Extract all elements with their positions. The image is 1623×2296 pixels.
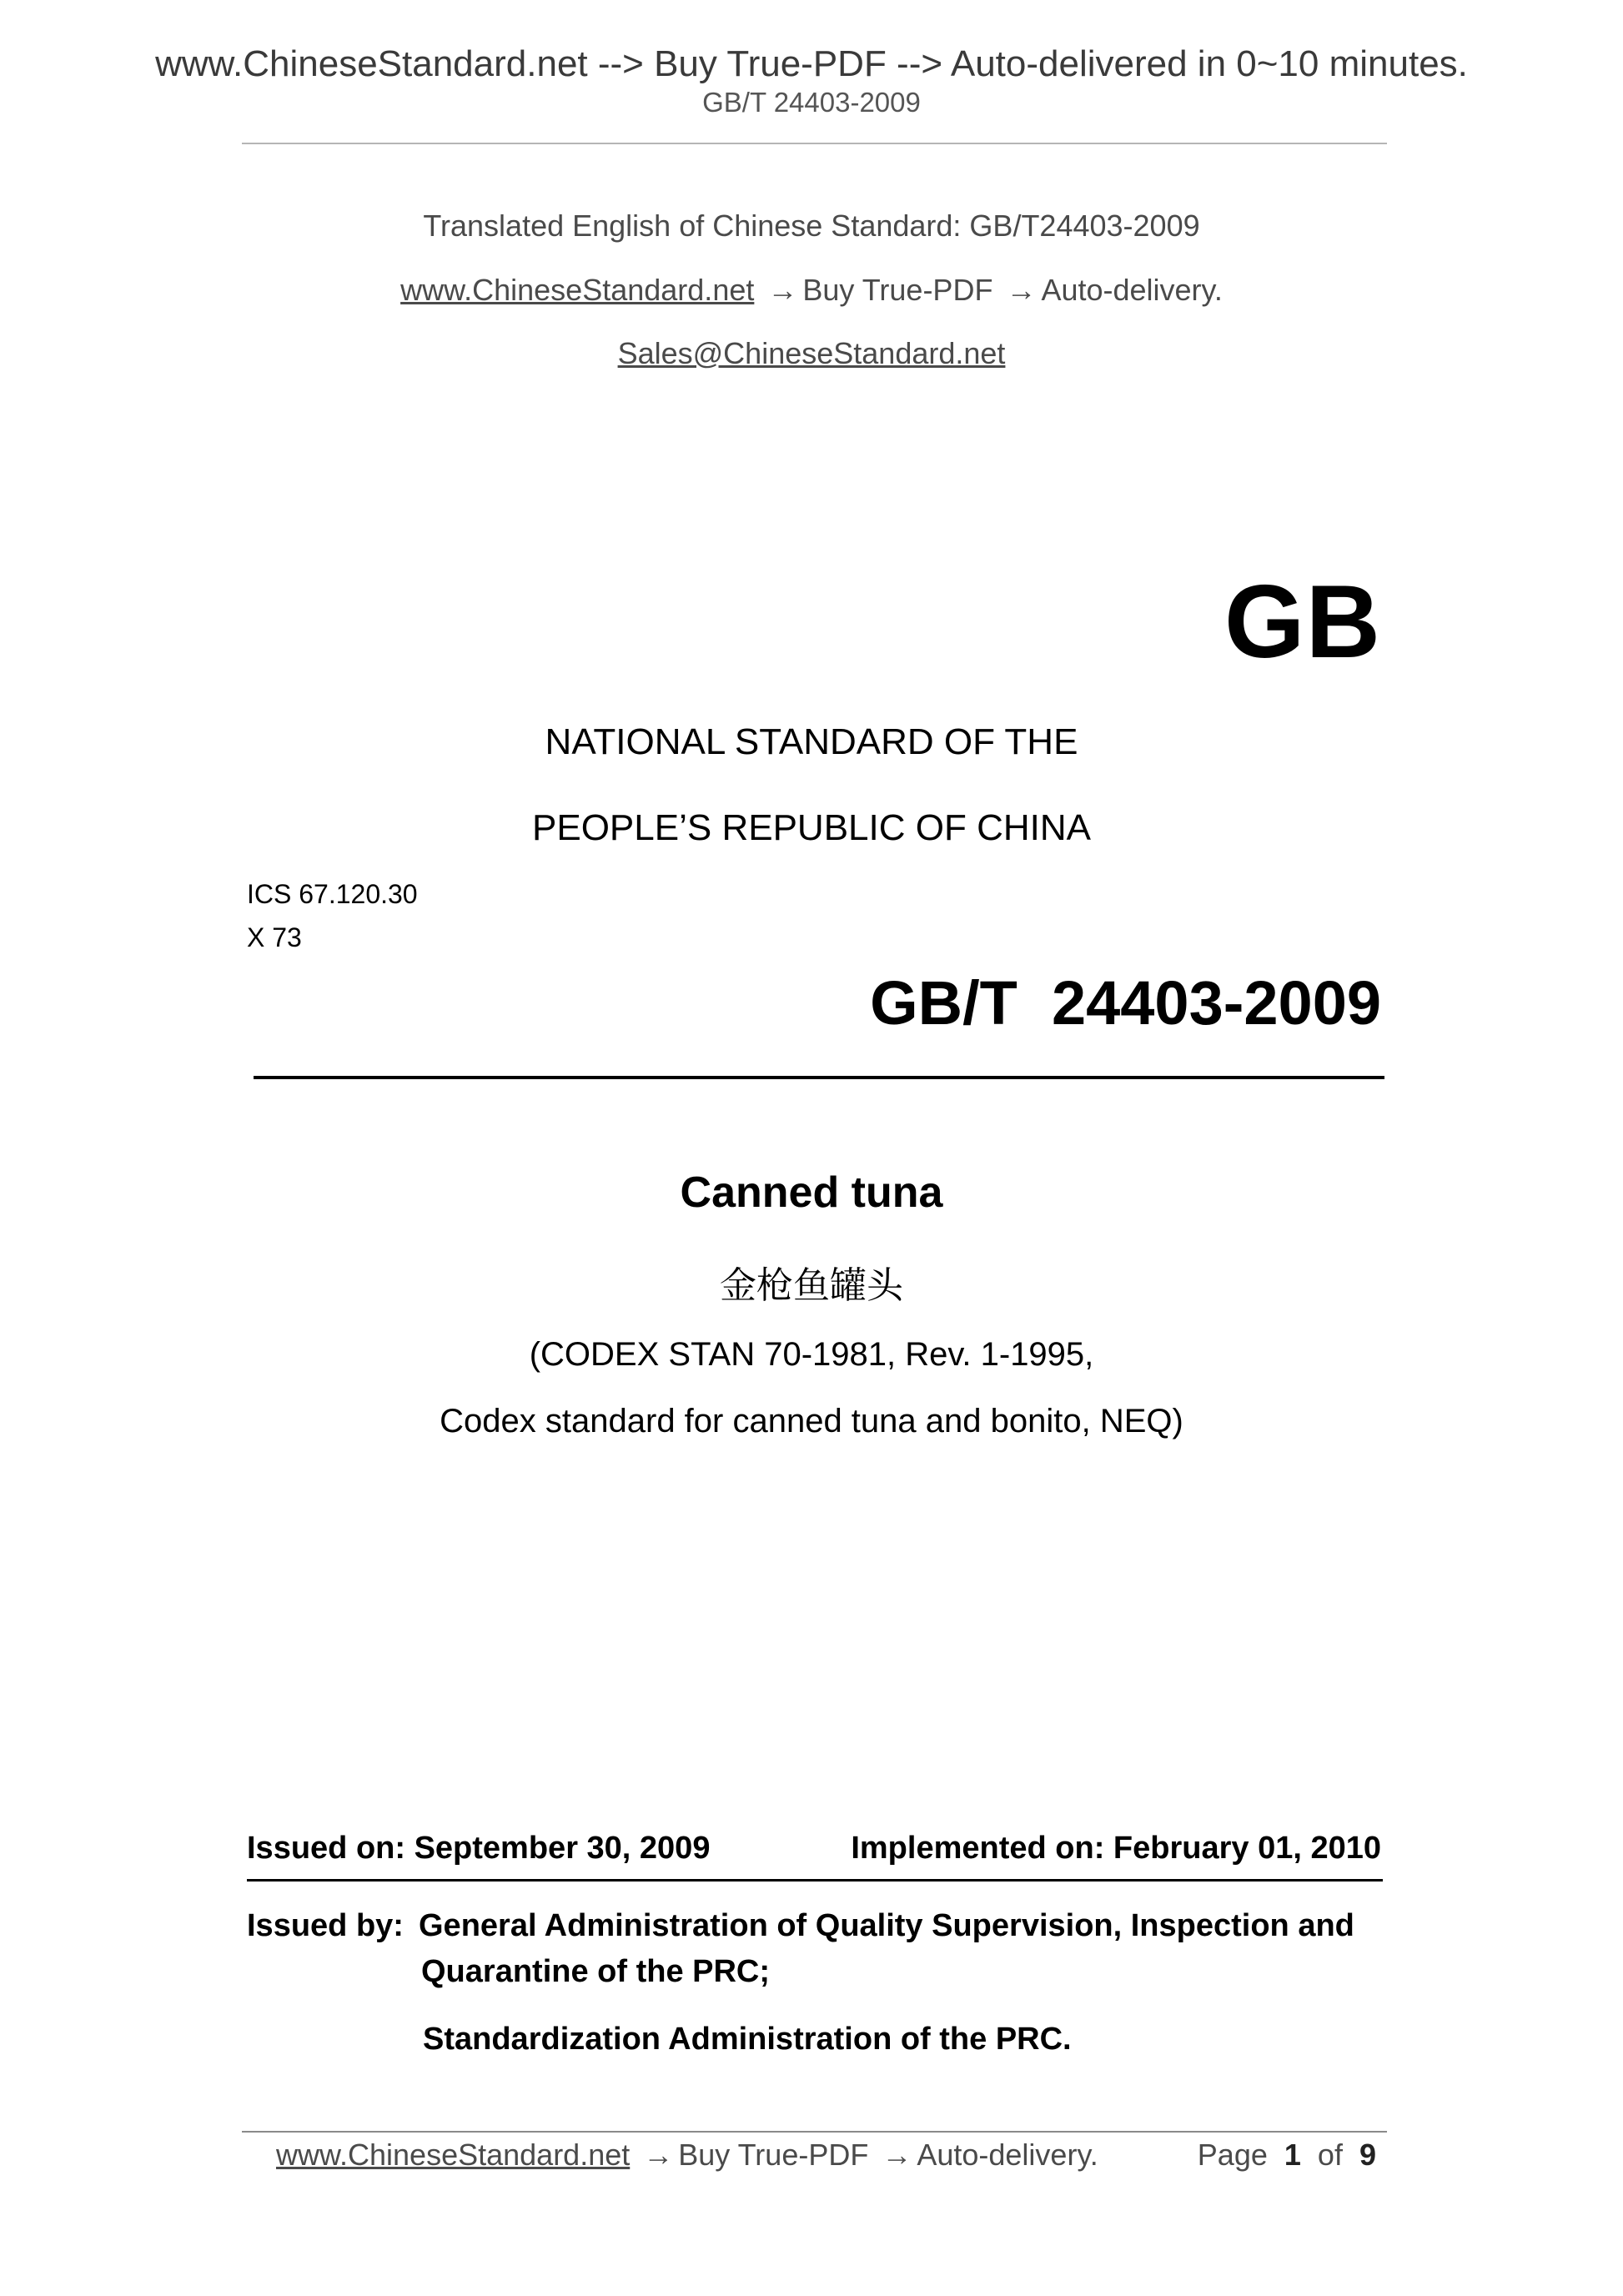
- issuer-line1: General Administration of Quality Supervision, Inspection and: [419, 1908, 1354, 1943]
- ics-code: ICS 67.120.30: [247, 879, 418, 909]
- adoption-line2: Codex standard for canned tuna and bonito, NEQ): [440, 1403, 1183, 1439]
- page-total: 9: [1359, 2138, 1376, 2172]
- footer-link-line: [276, 2138, 1098, 2173]
- page-label: Page: [1197, 2138, 1268, 2172]
- buy-text: Buy True-PDF: [802, 273, 993, 307]
- header-doc-code: GB/T 24403-2009: [702, 87, 921, 118]
- arrow-right-icon: →: [767, 273, 798, 307]
- footer-divider: [242, 2131, 1387, 2133]
- email-link[interactable]: Sales@ChineseStandard.net: [617, 336, 1006, 370]
- national-standard-line2: PEOPLE’S REPUBLIC OF CHINA: [532, 807, 1091, 848]
- page-indicator: [1198, 2138, 1376, 2173]
- footer-site-link[interactable]: www.ChineseStandard.net: [276, 2138, 631, 2172]
- footer-delivery-text: Auto-delivery.: [917, 2138, 1098, 2172]
- arrow-right-icon: →: [1006, 273, 1037, 307]
- issuer-line1-continued: Quarantine of the PRC;: [421, 1954, 771, 1989]
- footer-buy-text: Buy True-PDF: [678, 2138, 869, 2172]
- translation-title: Translated English of Chinese Standard: GB/T24403-2009: [423, 208, 1200, 243]
- delivery-text: Auto-delivery.: [1041, 273, 1223, 307]
- adoption-line1: (CODEX STAN 70-1981, Rev. 1-1995,: [529, 1336, 1094, 1373]
- arrow-right-icon: →: [882, 2138, 912, 2172]
- issuer-line2: Standardization Administration of the PRC.: [423, 2022, 1072, 2057]
- issued-on-date: Issued on: September 30, 2009: [247, 1831, 711, 1866]
- ccs-code: X 73: [247, 922, 302, 952]
- site-link[interactable]: www.ChineseStandard.net: [400, 273, 755, 307]
- issue-divider: [247, 1879, 1383, 1882]
- gb-mark: GB: [1224, 565, 1381, 680]
- implemented-on-date: Implemented on: February 01, 2010: [851, 1831, 1381, 1866]
- issued-by-label: Issued by:: [247, 1908, 404, 1943]
- header-divider: [242, 143, 1387, 144]
- translation-email-line: [0, 336, 1623, 371]
- title-chinese: 金枪鱼罐头: [720, 1264, 903, 1307]
- national-standard-line1: NATIONAL STANDARD OF THE: [545, 721, 1078, 762]
- header-top-line: www.ChineseStandard.net --> Buy True-PDF --> Auto-delivered in 0~10 minutes.: [155, 43, 1468, 84]
- standard-number: GB/T 24403-2009: [870, 968, 1381, 1037]
- arrow-right-icon: →: [643, 2138, 674, 2172]
- translation-link-line: [0, 273, 1623, 308]
- of-label: of: [1317, 2138, 1343, 2172]
- title-english: Canned tuna: [680, 1168, 943, 1217]
- standard-number-divider: [254, 1076, 1384, 1079]
- page-number: 1: [1284, 2138, 1301, 2172]
